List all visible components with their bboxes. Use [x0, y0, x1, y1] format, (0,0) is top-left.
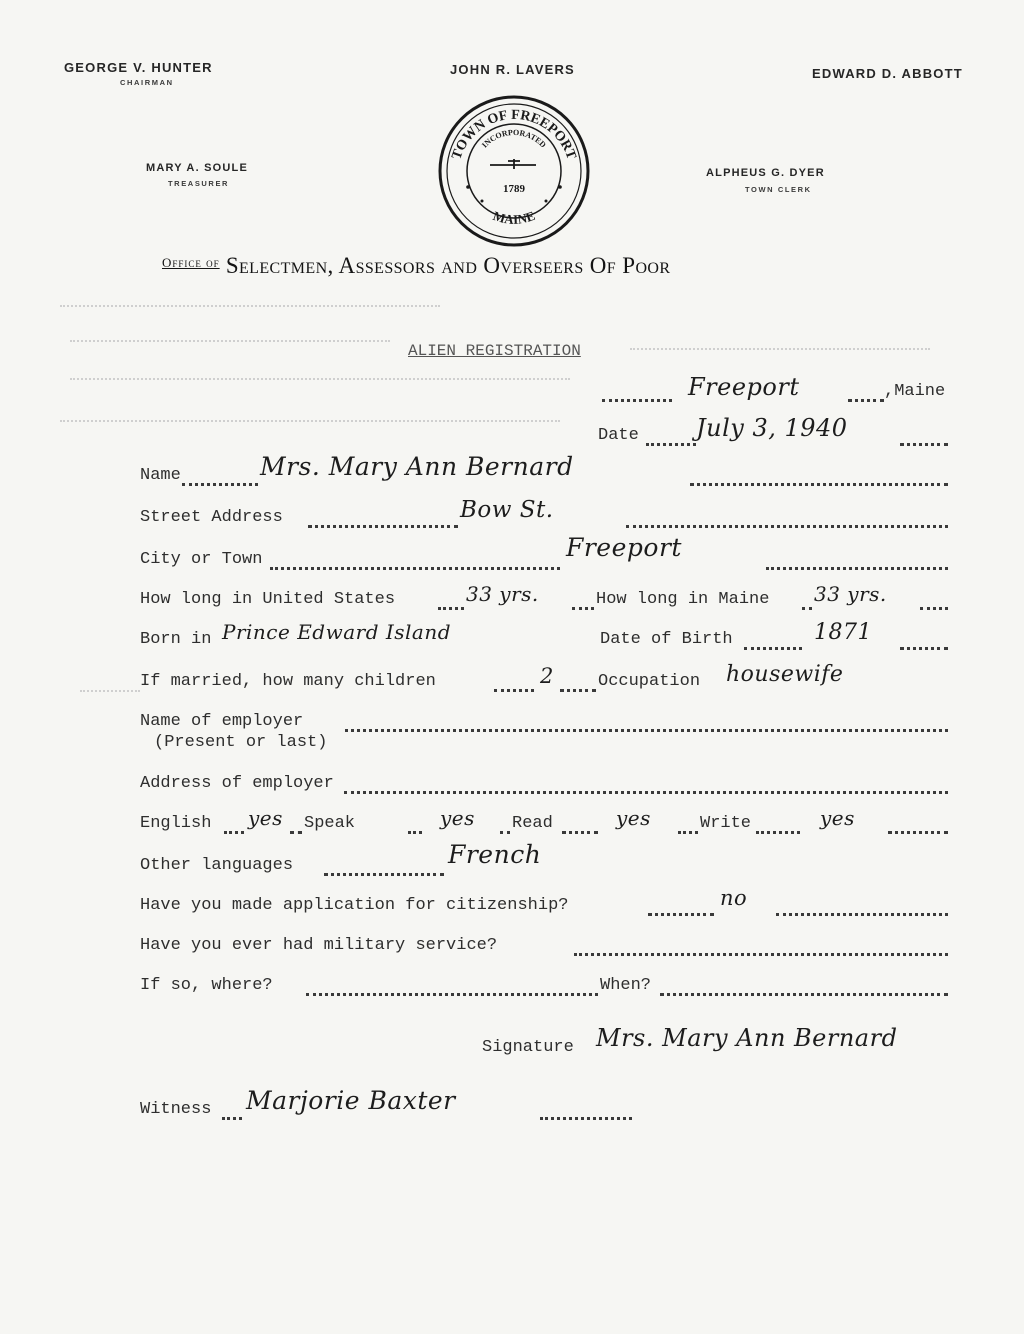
write-label: Write [700, 814, 752, 833]
seal-bottom-text: MAINE [491, 207, 537, 227]
other-lang-label: Other languages [140, 856, 294, 875]
seal-top-text: TOWN OF FREEPORT [449, 107, 579, 162]
office-title: Selectmen, Assessors and Overseers Of Poor [225, 253, 671, 278]
read-value: yes [616, 806, 651, 830]
town-seal [438, 95, 590, 247]
us-label: How long in United States [140, 590, 396, 609]
speak-value: yes [440, 806, 475, 830]
city-value: Freeport [566, 533, 682, 562]
date-value: July 3, 1940 [696, 414, 848, 442]
maine-label: ,Maine [884, 382, 946, 401]
official-role-treasurer: TREASURER [168, 179, 230, 188]
form-title: ALIEN REGISTRATION [408, 342, 581, 360]
signature-value: Mrs. Mary Ann Bernard [596, 1024, 898, 1052]
street-value: Bow St. [460, 497, 554, 523]
official-name-chairman: GEORGE V. HUNTER [64, 60, 213, 75]
english-label: English [140, 814, 212, 833]
children-label: If married, how many children [140, 672, 436, 691]
employer-address-label: Address of employer [140, 774, 334, 793]
official-name-treasurer: MARY A. SOULE [146, 162, 248, 174]
official-name-selectman: JOHN R. LAVERS [450, 62, 575, 77]
maine-long-value: 33 yrs. [814, 582, 887, 606]
born-value: Prince Edward Island [222, 620, 452, 644]
date-label: Date [598, 426, 639, 445]
signature-label: Signature [482, 1038, 574, 1057]
official-role-chairman: CHAIRMAN [120, 78, 174, 87]
when-label: When? [600, 976, 652, 995]
official-name-selectman-2: EDWARD D. ABBOTT [812, 66, 963, 81]
name-value: Mrs. Mary Ann Bernard [260, 452, 574, 481]
dob-value: 1871 [814, 620, 872, 645]
maine-long-label: How long in Maine [596, 590, 770, 609]
office-prefix: Office of [162, 255, 220, 270]
english-value: yes [248, 806, 283, 830]
employer-label: Name of employer [140, 712, 304, 731]
seal-year: 1789 [503, 183, 525, 195]
street-label: Street Address [140, 508, 283, 527]
occupation-value: housewife [726, 662, 844, 687]
read-label: Read [512, 814, 553, 833]
write-value: yes [820, 806, 855, 830]
seal-inner-text: INCORPORATED [480, 127, 548, 150]
us-value: 33 yrs. [466, 582, 539, 606]
town-value: Freeport [688, 373, 800, 401]
official-name-clerk: ALPHEUS G. DYER [706, 167, 825, 179]
where-label: If so, where? [140, 976, 273, 995]
office-heading [162, 253, 670, 279]
citizenship-value: no [720, 886, 748, 910]
born-label: Born in [140, 630, 212, 649]
occupation-label: Occupation [598, 672, 701, 691]
children-value: 2 [540, 664, 554, 688]
military-label: Have you ever had military service? [140, 936, 498, 955]
witness-label: Witness [140, 1100, 212, 1119]
official-role-clerk: TOWN CLERK [745, 185, 812, 194]
witness-value: Marjorie Baxter [246, 1086, 456, 1115]
speak-label: Speak [304, 814, 356, 833]
city-label: City or Town [140, 550, 263, 569]
citizenship-label: Have you made application for citizenship? [140, 896, 569, 915]
name-label: Name [140, 466, 181, 485]
dob-label: Date of Birth [600, 630, 733, 649]
other-lang-value: French [448, 840, 542, 869]
employer-sub-label: (Present or last) [154, 733, 328, 752]
town-seal-graphic [438, 95, 590, 247]
